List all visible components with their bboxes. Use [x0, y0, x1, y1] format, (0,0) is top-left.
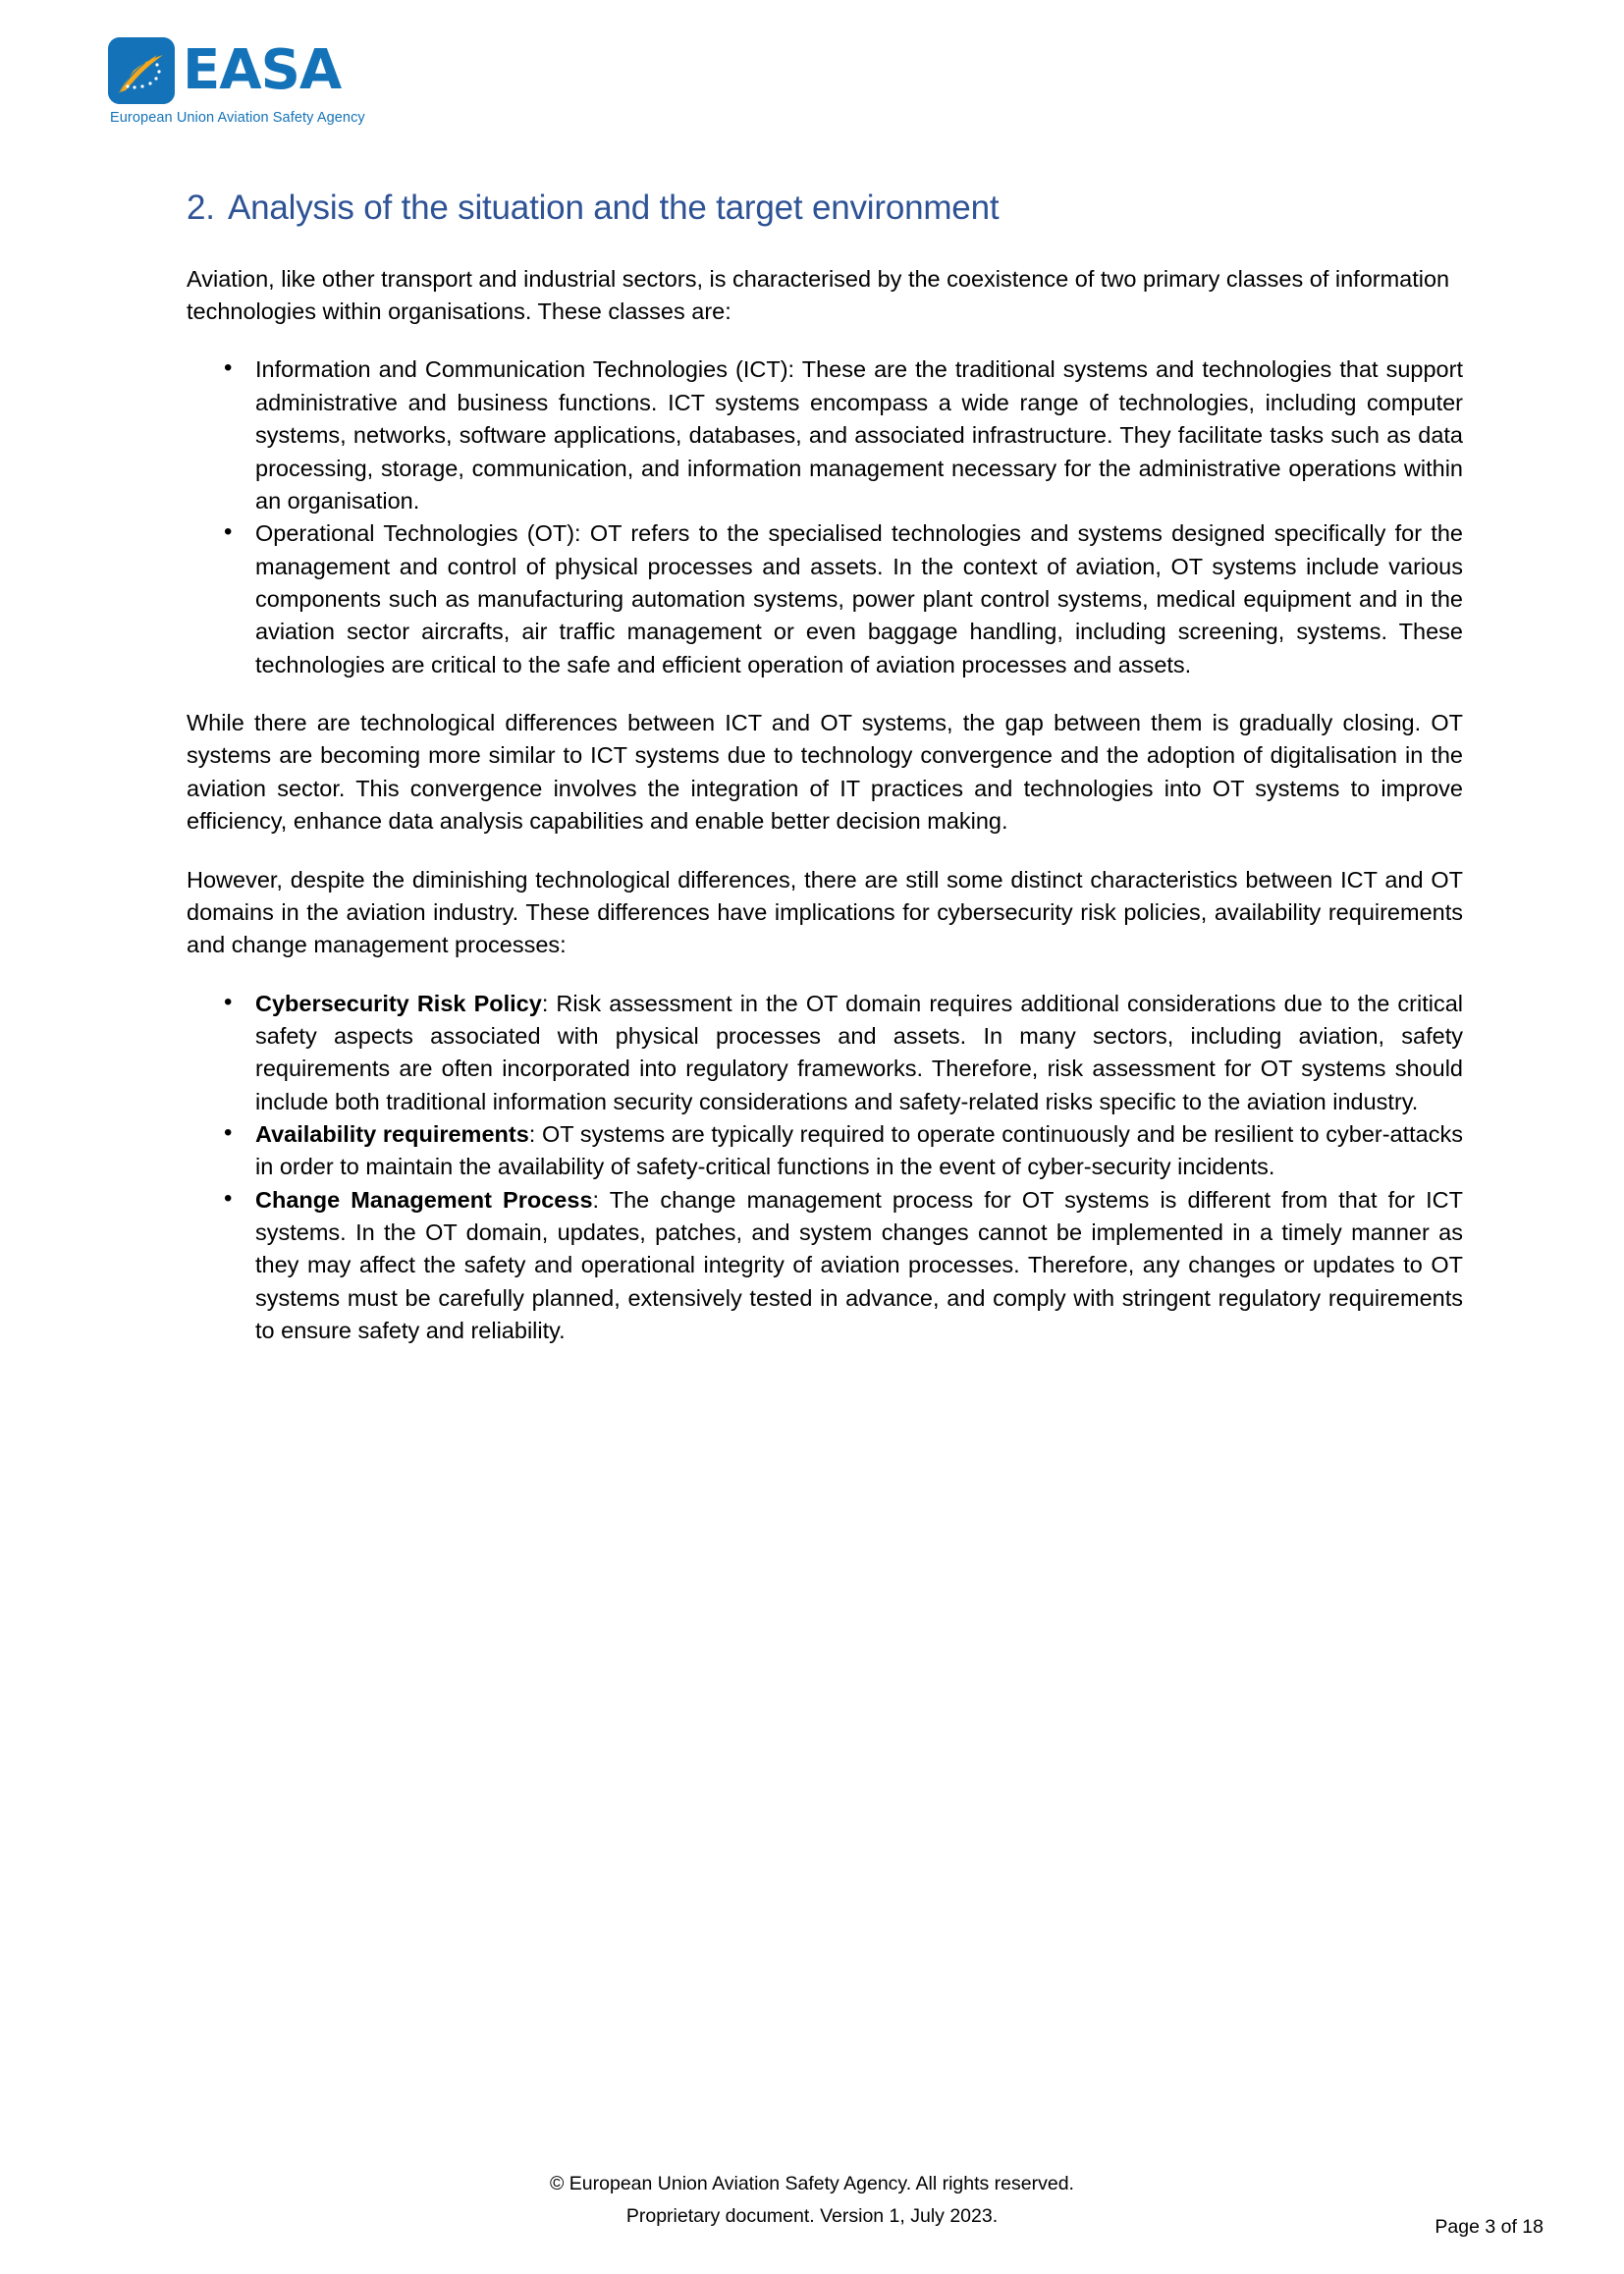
easa-tagline: European Union Aviation Safety Agency [110, 110, 365, 126]
footer-copyright: © European Union Aviation Safety Agency. All rights reserved. [550, 2172, 1074, 2194]
section-title-text: Analysis of the situation and the target environment [228, 189, 1000, 227]
list-item-lead: Cybersecurity Risk Policy [255, 990, 542, 1016]
convergence-paragraph: While there are technological differences between ICT and OT systems, the gap between them is gradually closing. OT systems are becoming more similar to ICT systems due to technology convergence and the adoption of digitalisation in the aviation sector. This convergence involves the integration of IT practices and technologies into OT systems to improve efficiency, enhance data analysis capabilities and enable better decision making. [187, 710, 1463, 835]
list-item-text: Information and Communication Technologies (ICT): These are the traditional systems and technologies that support administrative and business functions. ICT systems encompass a wide range of technologies, including computer systems, networks, software applications, databases, and associated infrastructure. They facilitate tasks such as data processing, storage, communication, and information management necessary for the administrative operations within an organisation. [255, 356, 1463, 514]
section-number: 2. [187, 189, 215, 227]
easa-bird-stars-logo-icon [108, 37, 175, 104]
list-item-text: Operational Technologies (OT): OT refers to the specialised technologies and systems designed specifically for the management and control of physical processes and assets. In the context of aviation, OT systems include various components such as manufacturing automation systems, power plant control systems, medical equipment and in the aviation sector aircrafts, air traffic management or even baggage handling, including screening, systems. These technologies are critical to the safe and efficient operation of aviation processes and assets. [255, 520, 1463, 677]
list-item-lead: Change Management Process [255, 1186, 593, 1213]
list-item [187, 988, 1463, 1118]
page-footer [0, 2168, 1624, 2233]
list-item [187, 353, 1463, 517]
list-item [187, 517, 1463, 681]
list-item-text: : OT systems are typically required to operate continuously and be resilient to cyber-attacks in order to maintain the availability of safety-critical functions in the event of cyber-security incidents. [255, 1121, 1463, 1180]
easa-wordmark: EASA [183, 38, 342, 102]
page-title [187, 187, 1463, 230]
list-item [187, 1184, 1463, 1348]
intro-paragraph: Aviation, like other transport and industrial sectors, is characterised by the coexistence of two primary classes of information technologies within organisations. These classes are: [187, 265, 1450, 325]
list-item-text: : Risk assessment in the OT domain requires additional considerations due to the critical safety aspects associated with physical processes and assets. In many sectors, including aviation, safety requirements are often incorporated into regulatory frameworks. Therefore, risk assessment for OT systems should include both traditional information security considerations and safety-related risks specific to the aviation industry. [255, 990, 1463, 1114]
list-item-text: : The change management process for OT systems is different from that for ICT systems. In the OT domain, updates, patches, and system changes cannot be implemented in a timely manner as they may affect the safety and operational integrity of aviation processes. Therefore, any changes or updates to OT systems must be carefully planned, extensively tested in advance, and comply with stringent regulatory requirements to ensure safety and reliability. [255, 1186, 1463, 1344]
differences-list [187, 988, 1463, 1348]
distinctions-paragraph: However, despite the diminishing technological differences, there are still some distinct characteristics between ICT and OT domains in the aviation industry. These differences have implications for cybersecurity risk policies, availability requirements and change management processes: [187, 866, 1463, 958]
page-number: Page 3 of 18 [1435, 2216, 1543, 2238]
logo-row [108, 37, 520, 104]
easa-logo-header [108, 37, 520, 126]
technology-classes-list [187, 353, 1463, 681]
list-item-lead: Availability requirements [255, 1121, 529, 1148]
list-item [187, 1118, 1463, 1184]
document-content [187, 187, 1463, 1374]
footer-proprietary: Proprietary document. Version 1, July 2023. [625, 2204, 999, 2227]
